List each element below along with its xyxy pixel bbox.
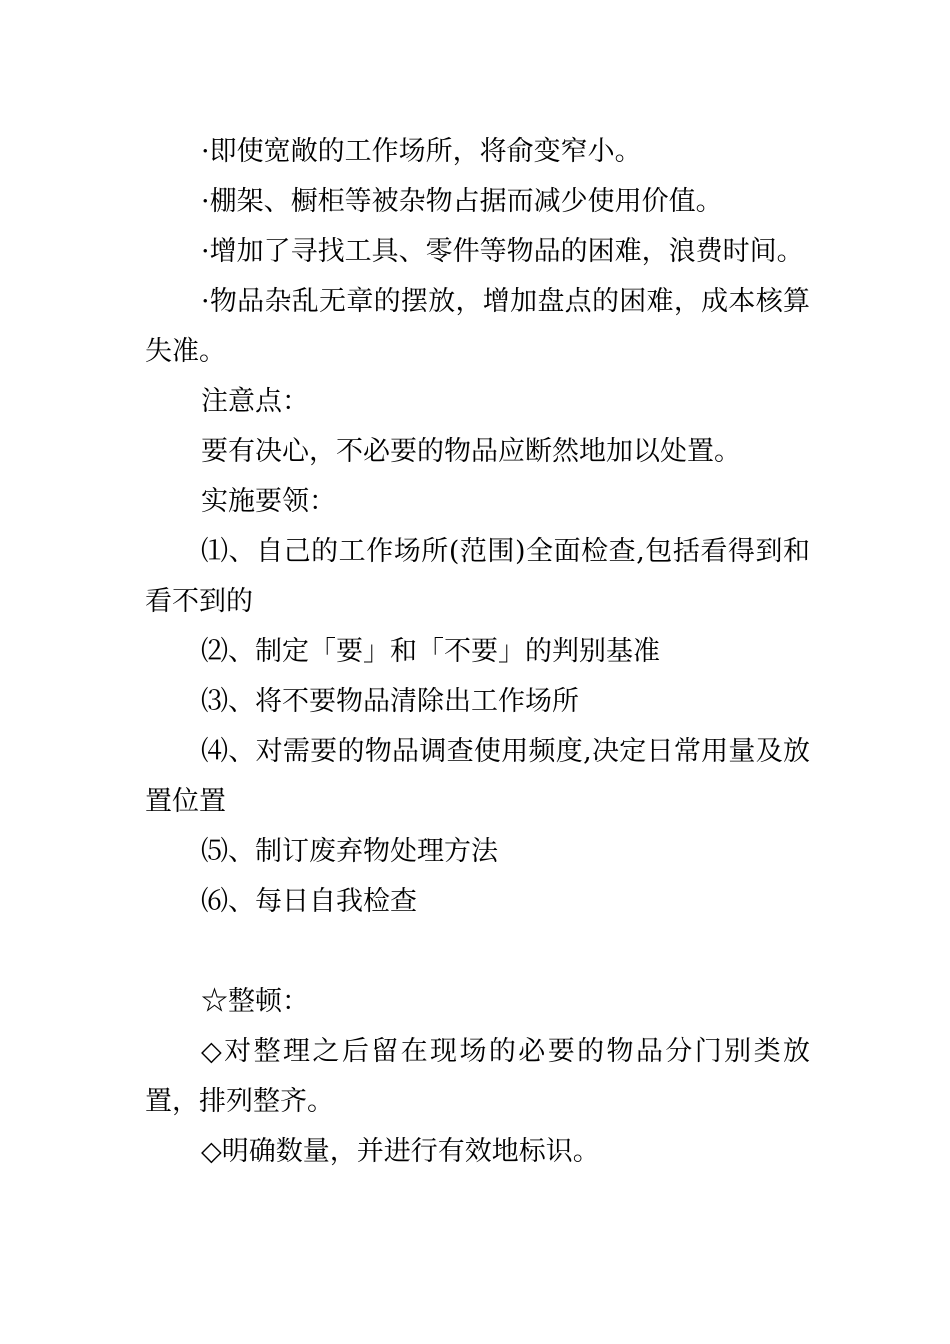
- list-item-2: ⑵、制定「要」和「不要」的判别基准: [201, 636, 660, 667]
- list-item-1: ⑴、自己的工作场所(范围)全面检查,包括看得到和看不到的: [145, 536, 810, 617]
- list-item-3: ⑶、将不要物品清除出工作场所: [201, 686, 579, 717]
- paragraph-bullet-inventory: ·物品杂乱无章的摆放，增加盘点的困难，成本核算失准。: [145, 286, 810, 367]
- paragraph-diamond-quantity: ◇明确数量，并进行有效地标识。: [201, 1136, 600, 1167]
- paragraph-diamond-classify: ◇对整理之后留在现场的必要的物品分门别类放置，排列整齐。: [145, 1036, 810, 1117]
- heading-seiton: ☆整顿：: [201, 986, 309, 1017]
- blank-line: [145, 927, 810, 977]
- document-body: [145, 127, 810, 1177]
- heading-implementation: 实施要领：: [201, 486, 336, 517]
- paragraph-bullet-shelves: ·棚架、橱柜等被杂物占据而减少使用价值。: [201, 186, 723, 217]
- list-item-5: ⑸、制订废弃物处理方法: [201, 836, 498, 867]
- paragraph-bullet-search-time: ·增加了寻找工具、零件等物品的困难，浪费时间。: [201, 236, 804, 267]
- list-item-6: ⑹、每日自我检查: [201, 886, 417, 917]
- list-item-4: ⑷、对需要的物品调查使用频度,决定日常用量及放置位置: [145, 736, 810, 817]
- heading-notes: 注意点：: [201, 386, 309, 417]
- paragraph-determination: 要有决心，不必要的物品应断然地加以处置。: [201, 436, 741, 467]
- paragraph-bullet-space: ·即使宽敞的工作场所，将俞变窄小。: [201, 136, 642, 167]
